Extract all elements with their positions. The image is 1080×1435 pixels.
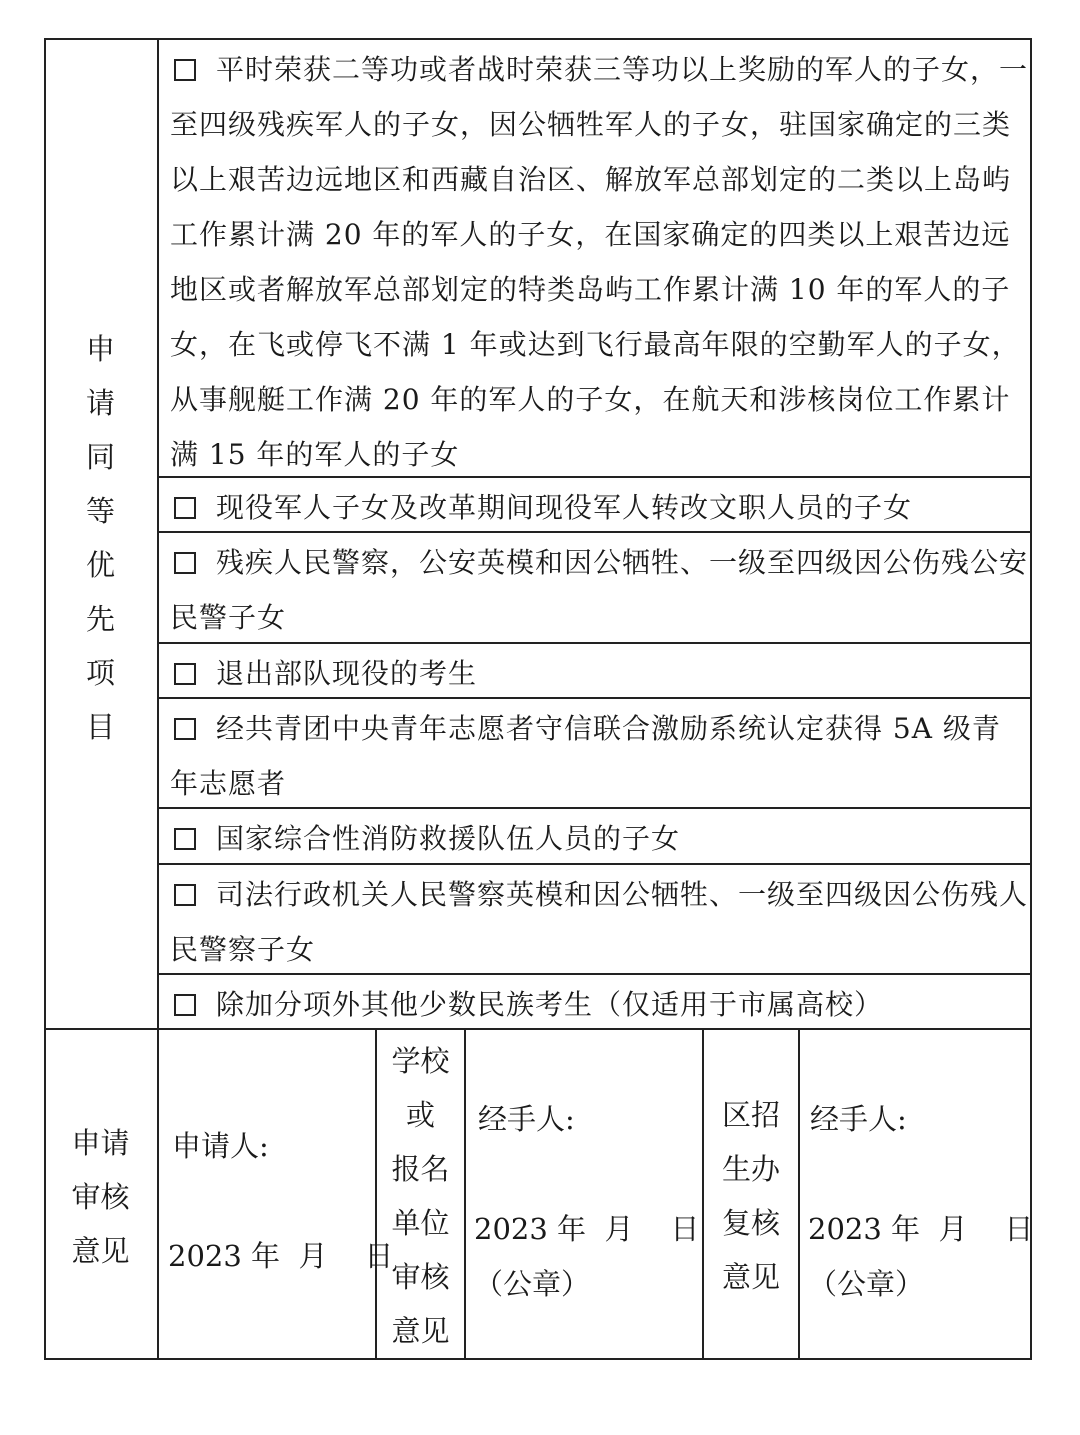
label-char: 目 bbox=[85, 710, 115, 744]
priority-option-ethnic-minority bbox=[170, 977, 1028, 1032]
label-char: 审核 bbox=[71, 1180, 130, 1214]
checkbox[interactable] bbox=[174, 59, 196, 81]
label-char: 生办 bbox=[721, 1152, 780, 1186]
label-char: 项 bbox=[85, 656, 115, 690]
priority-option-volunteer bbox=[170, 701, 1028, 811]
option-text: 现役军人子女及改革期间现役军人转改文职人员的子女 bbox=[216, 491, 913, 524]
column-divider bbox=[464, 1028, 466, 1360]
label-char: 意见 bbox=[71, 1234, 130, 1268]
district-review-label bbox=[704, 1088, 798, 1304]
option-text: 经共青团中央青年志愿者守信联合激励系统认定获得 5A 级青年志愿者 bbox=[170, 712, 1001, 800]
priority-option-police bbox=[170, 535, 1028, 645]
school-review-label bbox=[377, 1034, 464, 1358]
priority-option-active-military bbox=[170, 480, 1028, 535]
option-text: 残疾人民警察，公安英模和因公牺牲、一级至四级因公伤残公安民警子女 bbox=[170, 546, 1029, 634]
label-char: 先 bbox=[85, 602, 115, 636]
applicant-date: 2023 年 月 日 bbox=[168, 1239, 394, 1273]
label-char: 申 bbox=[85, 332, 115, 366]
label-char: 单位 bbox=[391, 1206, 450, 1240]
checkbox[interactable] bbox=[174, 718, 196, 740]
school-seal: （公章） bbox=[474, 1267, 591, 1301]
label-char: 等 bbox=[85, 494, 115, 528]
priority-option-veteran bbox=[170, 646, 1028, 701]
label-char: 复核 bbox=[721, 1206, 780, 1240]
applicant-label: 申请人: bbox=[172, 1129, 269, 1163]
label-char: 同 bbox=[85, 440, 115, 474]
label-char: 申请 bbox=[71, 1126, 130, 1160]
option-text: 除加分项外其他少数民族考生（仅适用于市属高校） bbox=[216, 988, 884, 1021]
checkbox[interactable] bbox=[174, 497, 196, 519]
priority-option-fire-rescue bbox=[170, 811, 1028, 866]
label-char: 意见 bbox=[721, 1260, 780, 1294]
priority-section-label bbox=[44, 322, 157, 754]
label-char: 请 bbox=[85, 386, 115, 420]
label-char: 意见 bbox=[391, 1314, 450, 1348]
district-date: 2023 年 月 日 bbox=[808, 1212, 1034, 1246]
priority-option-judicial-police bbox=[170, 867, 1028, 977]
district-handler-label: 经手人: bbox=[810, 1102, 907, 1136]
label-char: 报名 bbox=[391, 1152, 450, 1186]
review-section-label bbox=[44, 1116, 157, 1278]
column-divider bbox=[798, 1028, 800, 1360]
checkbox[interactable] bbox=[174, 994, 196, 1016]
option-text: 退出部队现役的考生 bbox=[216, 657, 478, 690]
label-char: 或 bbox=[405, 1098, 435, 1132]
district-seal: （公章） bbox=[808, 1267, 925, 1301]
option-text: 司法行政机关人民警察英模和因公牺牲、一级至四级因公伤残人民警察子女 bbox=[170, 878, 1029, 966]
school-handler-label: 经手人: bbox=[478, 1102, 575, 1136]
checkbox[interactable] bbox=[174, 884, 196, 906]
priority-option-military-merit bbox=[170, 42, 1028, 482]
checkbox[interactable] bbox=[174, 828, 196, 850]
checkbox[interactable] bbox=[174, 552, 196, 574]
label-char: 审核 bbox=[391, 1260, 450, 1294]
label-char: 优 bbox=[85, 548, 115, 582]
school-date: 2023 年 月 日 bbox=[474, 1212, 700, 1246]
checkbox[interactable] bbox=[174, 663, 196, 685]
label-char: 学校 bbox=[391, 1044, 450, 1078]
label-char: 区招 bbox=[721, 1098, 780, 1132]
option-text: 国家综合性消防救援队伍人员的子女 bbox=[216, 822, 681, 855]
option-text: 平时荣获二等功或者战时荣获三等功以上奖励的军人的子女，一至四级残疾军人的子女，因公牺牲军人的子女，驻国家确定的三类以上艰苦边远地区和西藏自治区、解放军总部划定的二类以上岛屿工作累计满 20 年的军人的子女，在国家确定的四类以上艰苦边远地区或者解放军总部划定的特类岛屿工作累计满 10 年的军人的子女，在飞或停飞不满 1 年或达到飞行最高年限的空勤军人的子女，从事舰艇工作满 20 年的军人的子女，在航天和涉核岗位工作累计满 15 年的军人的子女 bbox=[170, 53, 1029, 471]
column-divider-label bbox=[157, 38, 159, 1360]
